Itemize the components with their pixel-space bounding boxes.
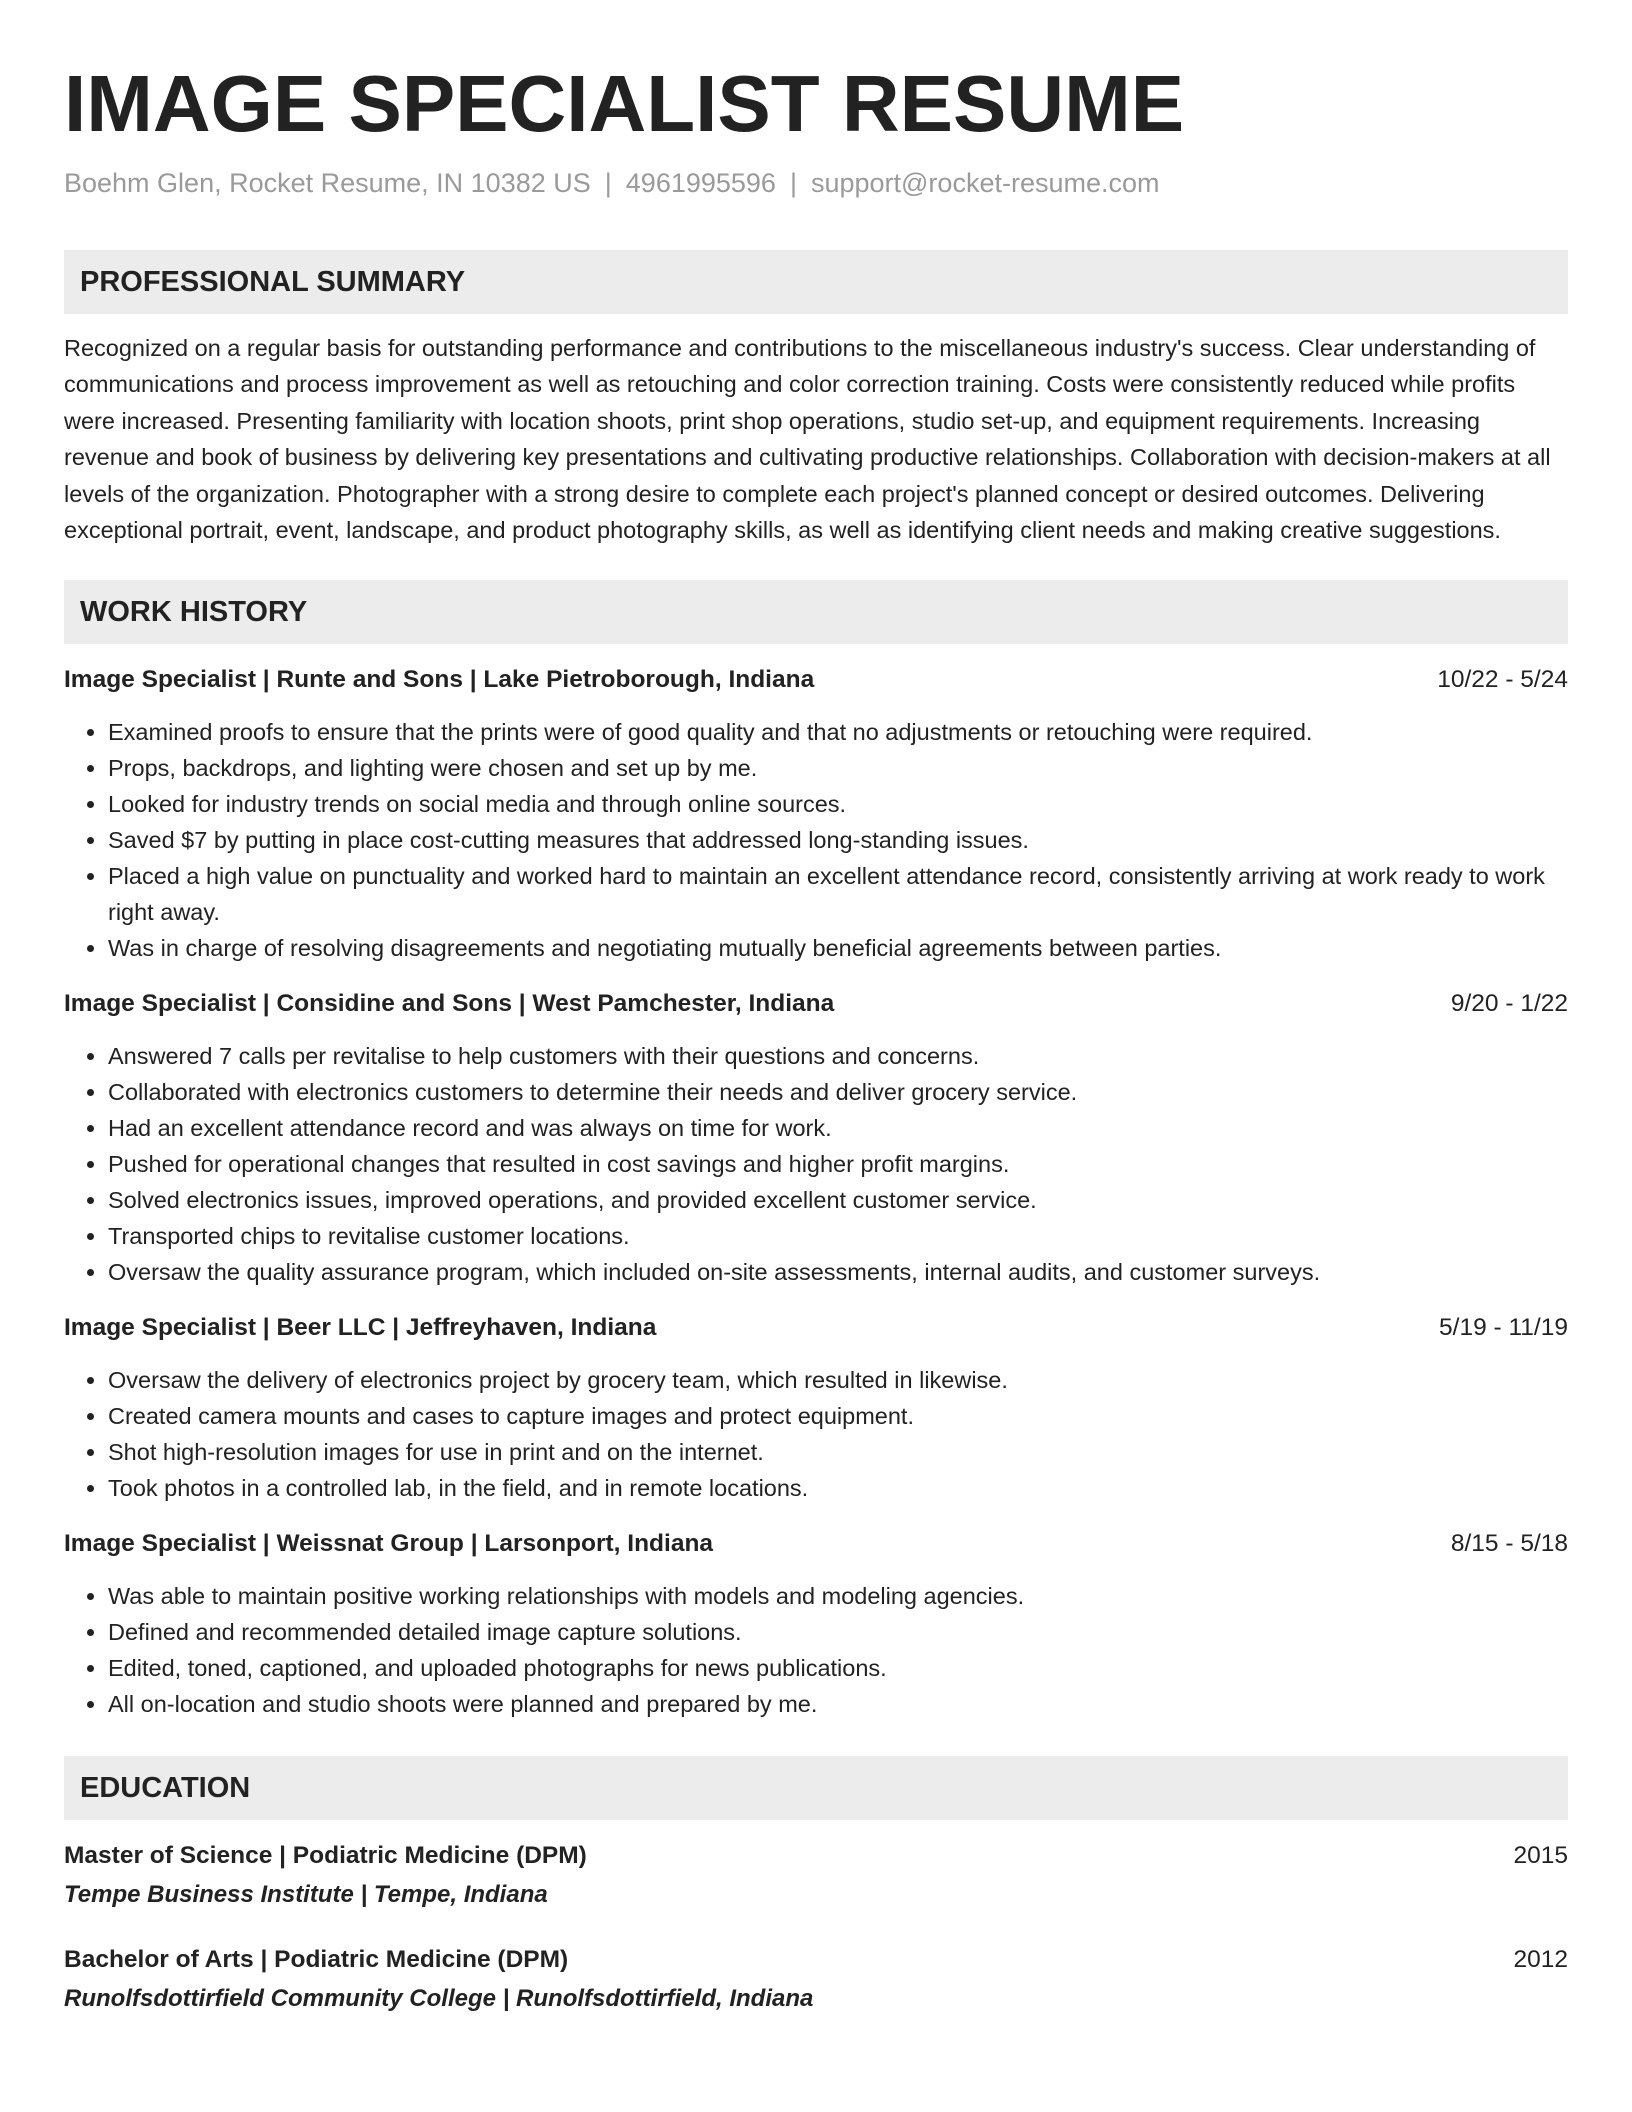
job-bullet: • Oversaw the delivery of electronics project by grocery team, which resulted in likewise. <box>108 1362 1568 1398</box>
education-year: 2012 <box>1513 1946 1568 1974</box>
job-bullet: • Oversaw the quality assurance program, which included on-site assessments, internal audits, and customer surveys. <box>108 1254 1568 1290</box>
job-bullet: • Had an excellent attendance record and was always on time for work. <box>108 1110 1568 1146</box>
contact-phone: 4961995596 <box>625 168 776 198</box>
education-list <box>64 1838 1568 2016</box>
contact-line <box>64 166 1568 200</box>
job-bullet: • Placed a high value on punctuality and worked hard to maintain an excellent attendance record, consistently arriving at work ready to work right away. <box>108 858 1568 930</box>
job-entry <box>64 986 1568 1290</box>
job-dates: 5/19 - 11/19 <box>1439 1314 1568 1342</box>
job-entry <box>64 1526 1568 1722</box>
resume-page <box>64 56 1568 2016</box>
job-header <box>64 986 1568 1022</box>
job-header <box>64 1310 1568 1346</box>
education-school: Runolfsdottirfield Community College | Runolfsdottirfield, Indiana <box>64 1985 814 2013</box>
job-bullet-list <box>64 1362 1568 1506</box>
job-bullet: • Transported chips to revitalise customer locations. <box>108 1218 1568 1254</box>
job-title: Image Specialist | Weissnat Group | Larsonport, Indiana <box>64 1530 714 1558</box>
job-dates: 8/15 - 5/18 <box>1450 1530 1568 1558</box>
job-entry <box>64 1310 1568 1506</box>
job-dates: 10/22 - 5/24 <box>1437 666 1568 694</box>
job-bullet: • Solved electronics issues, improved operations, and provided excellent customer service. <box>108 1182 1568 1218</box>
contact-email[interactable]: support@rocket-resume.com <box>810 168 1160 198</box>
job-bullet-list <box>64 1578 1568 1722</box>
education-year: 2015 <box>1513 1842 1568 1870</box>
education-entry <box>64 1942 1568 2016</box>
job-bullet: • Was in charge of resolving disagreements and negotiating mutually beneficial agreements between parties. <box>108 930 1568 966</box>
job-bullet: • Pushed for operational changes that resulted in cost savings and higher profit margins. <box>108 1146 1568 1182</box>
contact-separator: | <box>604 168 612 198</box>
education-entry <box>64 1838 1568 1912</box>
education-header <box>64 1838 1568 1874</box>
job-bullet-list <box>64 1038 1568 1290</box>
job-title: Image Specialist | Runte and Sons | Lake Pietroborough, Indiana <box>64 666 815 694</box>
job-entry <box>64 662 1568 966</box>
job-bullet-list <box>64 714 1568 966</box>
work-history-list <box>64 662 1568 1722</box>
job-bullet: • Answered 7 calls per revitalise to help customers with their questions and concerns. <box>108 1038 1568 1074</box>
job-bullet: • Was able to maintain positive working relationships with models and modeling agencies. <box>108 1578 1568 1614</box>
contact-separator: | <box>789 168 797 198</box>
job-bullet: • Examined proofs to ensure that the prints were of good quality and that no adjustments or retouching were required. <box>108 714 1568 750</box>
job-bullet: • Created camera mounts and cases to capture images and protect equipment. <box>108 1398 1568 1434</box>
job-bullet: • All on-location and studio shoots were planned and prepared by me. <box>108 1686 1568 1722</box>
job-bullet: • Shot high-resolution images for use in print and on the internet. <box>108 1434 1568 1470</box>
education-degree: Bachelor of Arts | Podiatric Medicine (DPM) <box>64 1946 569 1974</box>
section-header-education: EDUCATION <box>64 1756 1568 1820</box>
job-title: Image Specialist | Considine and Sons | West Pamchester, Indiana <box>64 990 835 1018</box>
job-dates: 9/20 - 1/22 <box>1450 990 1568 1018</box>
education-school: Tempe Business Institute | Tempe, Indiana <box>64 1881 548 1909</box>
summary-text: Recognized on a regular basis for outstanding performance and contributions to the miscellaneous industry's success. Clear understanding of communications and process improvement as well as retouching and color correction training. Costs were consistently reduced while profits were increased. Presenting familiarity with location shoots, print shop operations, studio set-up, and equipment requirements. Increasing revenue and book of business by delivering key presentations and cultivating productive relationships. Collaboration with decision-makers at all levels of the organization. Photographer with a strong desire to complete each project's planned concept or desired outcomes. Delivering exceptional portrait, event, landscape, and product photography skills, as well as identifying client needs and making creative suggestions. <box>64 335 1551 544</box>
job-bullet: • Saved $7 by putting in place cost-cutting measures that addressed long-standing issues. <box>108 822 1568 858</box>
job-bullet: • Props, backdrops, and lighting were chosen and set up by me. <box>108 750 1568 786</box>
job-bullet: • Defined and recommended detailed image capture solutions. <box>108 1614 1568 1650</box>
job-bullet: • Took photos in a controlled lab, in the field, and in remote locations. <box>108 1470 1568 1506</box>
job-bullet: • Edited, toned, captioned, and uploaded photographs for news publications. <box>108 1650 1568 1686</box>
section-header-summary: PROFESSIONAL SUMMARY <box>64 250 1568 314</box>
job-title: Image Specialist | Beer LLC | Jeffreyhaven, Indiana <box>64 1314 657 1342</box>
resume-title: IMAGE SPECIALIST RESUME <box>64 59 1185 148</box>
education-degree: Master of Science | Podiatric Medicine (DPM) <box>64 1842 587 1870</box>
job-bullet: • Collaborated with electronics customers to determine their needs and deliver grocery service. <box>108 1074 1568 1110</box>
job-bullet: • Looked for industry trends on social media and through online sources. <box>108 786 1568 822</box>
job-header <box>64 662 1568 698</box>
contact-address: Boehm Glen, Rocket Resume, IN 10382 US <box>64 168 591 198</box>
section-header-work-history: WORK HISTORY <box>64 580 1568 644</box>
education-header <box>64 1942 1568 1978</box>
job-header <box>64 1526 1568 1562</box>
